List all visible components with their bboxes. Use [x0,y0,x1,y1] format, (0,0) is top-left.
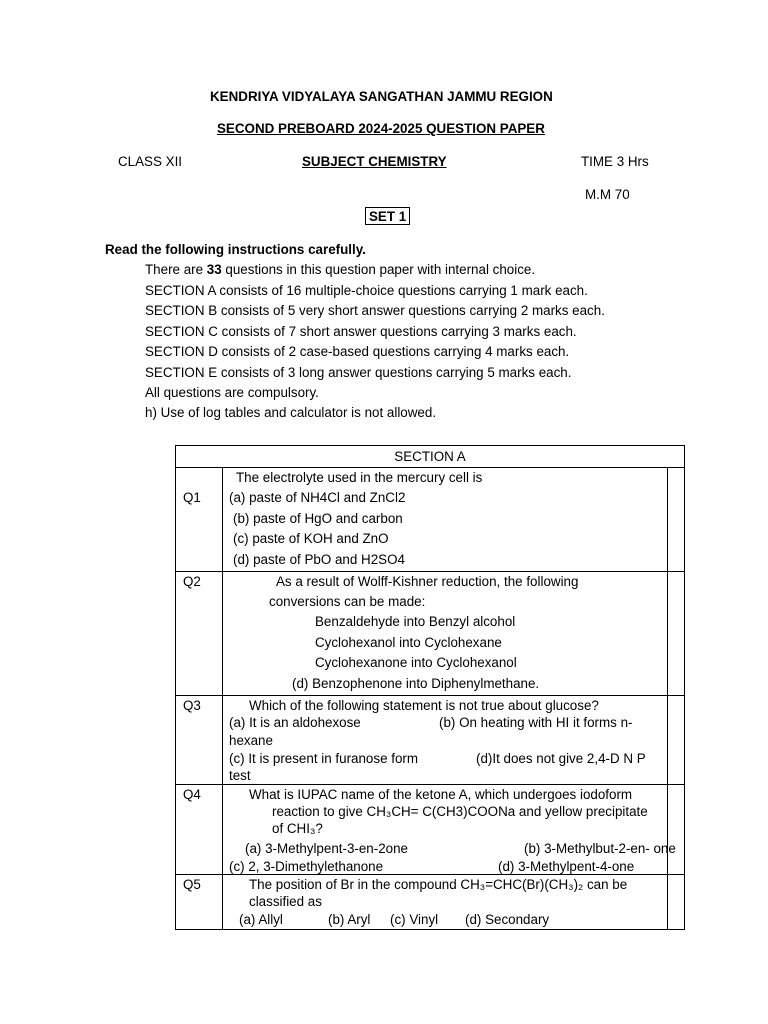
option-b: (b) 3-Methylbut-2-en- one [524,841,676,856]
option-d: (d) 3-Methylpent-4-one [498,859,635,874]
question-number: Q5 [183,877,201,892]
section-a-table [175,445,685,930]
option-c: (c) paste of KOH and ZnO [233,531,389,546]
question-row [176,875,685,930]
option-c: (c) Vinyl [390,912,439,927]
instruction-item: SECTION E consists of 3 long answer questions carrying 5 marks each. [145,365,572,380]
question-body-cell [223,875,668,930]
option-a: (a) 3-Methylpent-3-en-2one [245,841,409,856]
marks-cell [668,468,685,572]
marks-cell [668,572,685,696]
question-stem: reaction to give CH₃CH= C(CH3)COONa and yellow precipitate [272,804,648,819]
option-c: Cyclohexanone into Cyclohexanol [315,655,517,670]
section-title: SECTION A [176,446,685,468]
question-stem: The electrolyte used in the mercury cell is [236,470,483,485]
question-number-cell [176,875,223,930]
option-a: (a) It is an aldohexose [229,715,361,730]
option-a: (a) paste of NH4Cl and ZnCl2 [229,490,406,505]
question-number: Q4 [183,787,201,802]
option-c: (c) 2, 3-Dimethylethanone [229,859,384,874]
question-number: Q1 [183,490,201,505]
question-row [176,785,685,875]
exam-title: SECOND PREBOARD 2024-2025 QUESTION PAPER [217,121,545,136]
option-b: (b) Aryl [328,912,371,927]
question-stem: The position of Br in the compound CH₃=CHC(Br)(CH₃)₂ can be [249,877,628,892]
option-b-continued: hexane [229,733,273,748]
time-label: TIME 3 Hrs [581,154,649,169]
option-a: (a) Allyl [239,912,283,927]
set-label: SET 1 [365,207,410,225]
question-number-cell [176,468,223,572]
question-body-cell [223,785,676,875]
option-d: (d) paste of PbO and H2SO4 [233,552,405,567]
question-stem: conversions can be made: [269,594,426,609]
option-a: Benzaldehyde into Benzyl alcohol [315,614,516,629]
question-stem: As a result of Wolff-Kishner reduction, the following [276,574,579,589]
instruction-item: SECTION C consists of 7 short answer questions carrying 3 marks each. [145,324,577,339]
school-title: KENDRIYA VIDYALAYA SANGATHAN JAMMU REGION [210,89,553,104]
subject-label: SUBJECT CHEMISTRY [302,154,447,169]
question-count: 33 [206,262,222,277]
question-number-cell [176,785,223,875]
instructions-heading: Read the following instructions carefully. [105,242,366,257]
question-body-cell [223,468,668,572]
option-b: Cyclohexanol into Cyclohexane [315,635,502,650]
option-d-continued: test [229,768,251,783]
option-d: (d)It does not give 2,4-D N P [476,751,646,766]
instruction-item: h) Use of log tables and calculator is not allowed. [145,405,437,420]
question-row [176,696,685,785]
instruction-text: There are [145,262,207,277]
question-stem: What is IUPAC name of the ketone A, which undergoes iodoform [249,787,633,802]
question-row [176,572,685,696]
question-row [176,468,685,572]
marks-cell [668,696,685,785]
section-header-row [176,446,685,468]
option-c: (c) It is present in furanose form [229,751,419,766]
instruction-item: SECTION D consists of 2 case-based questions carrying 4 marks each. [145,344,570,359]
question-number-cell [176,696,223,785]
marks-cell [668,785,685,875]
instruction-item: SECTION A consists of 16 multiple-choice questions carrying 1 mark each. [145,283,588,298]
instruction-item: All questions are compulsory. [145,385,319,400]
instruction-item: SECTION B consists of 5 very short answer questions carrying 2 marks each. [145,303,605,318]
max-marks-label: M.M 70 [585,187,630,202]
class-label: CLASS XII [118,154,183,169]
question-body-cell [223,696,668,785]
instruction-question-count [145,263,535,276]
question-number-cell [176,572,223,696]
question-number: Q3 [183,698,201,713]
question-body-cell [223,572,668,696]
option-d: (d) Benzophenone into Diphenylmethane. [292,676,540,691]
question-stem: classified as [249,894,322,909]
option-d: (d) Secondary [465,912,550,927]
option-b: (b) paste of HgO and carbon [233,511,403,526]
question-number: Q2 [183,574,201,589]
question-stem: Which of the following statement is not true about glucose? [249,698,599,713]
marks-cell [668,875,685,930]
option-b: (b) On heating with HI it forms n- [439,715,633,730]
question-stem: of CHI₃? [272,821,323,836]
instruction-text: questions in this question paper with internal choice. [221,262,536,277]
